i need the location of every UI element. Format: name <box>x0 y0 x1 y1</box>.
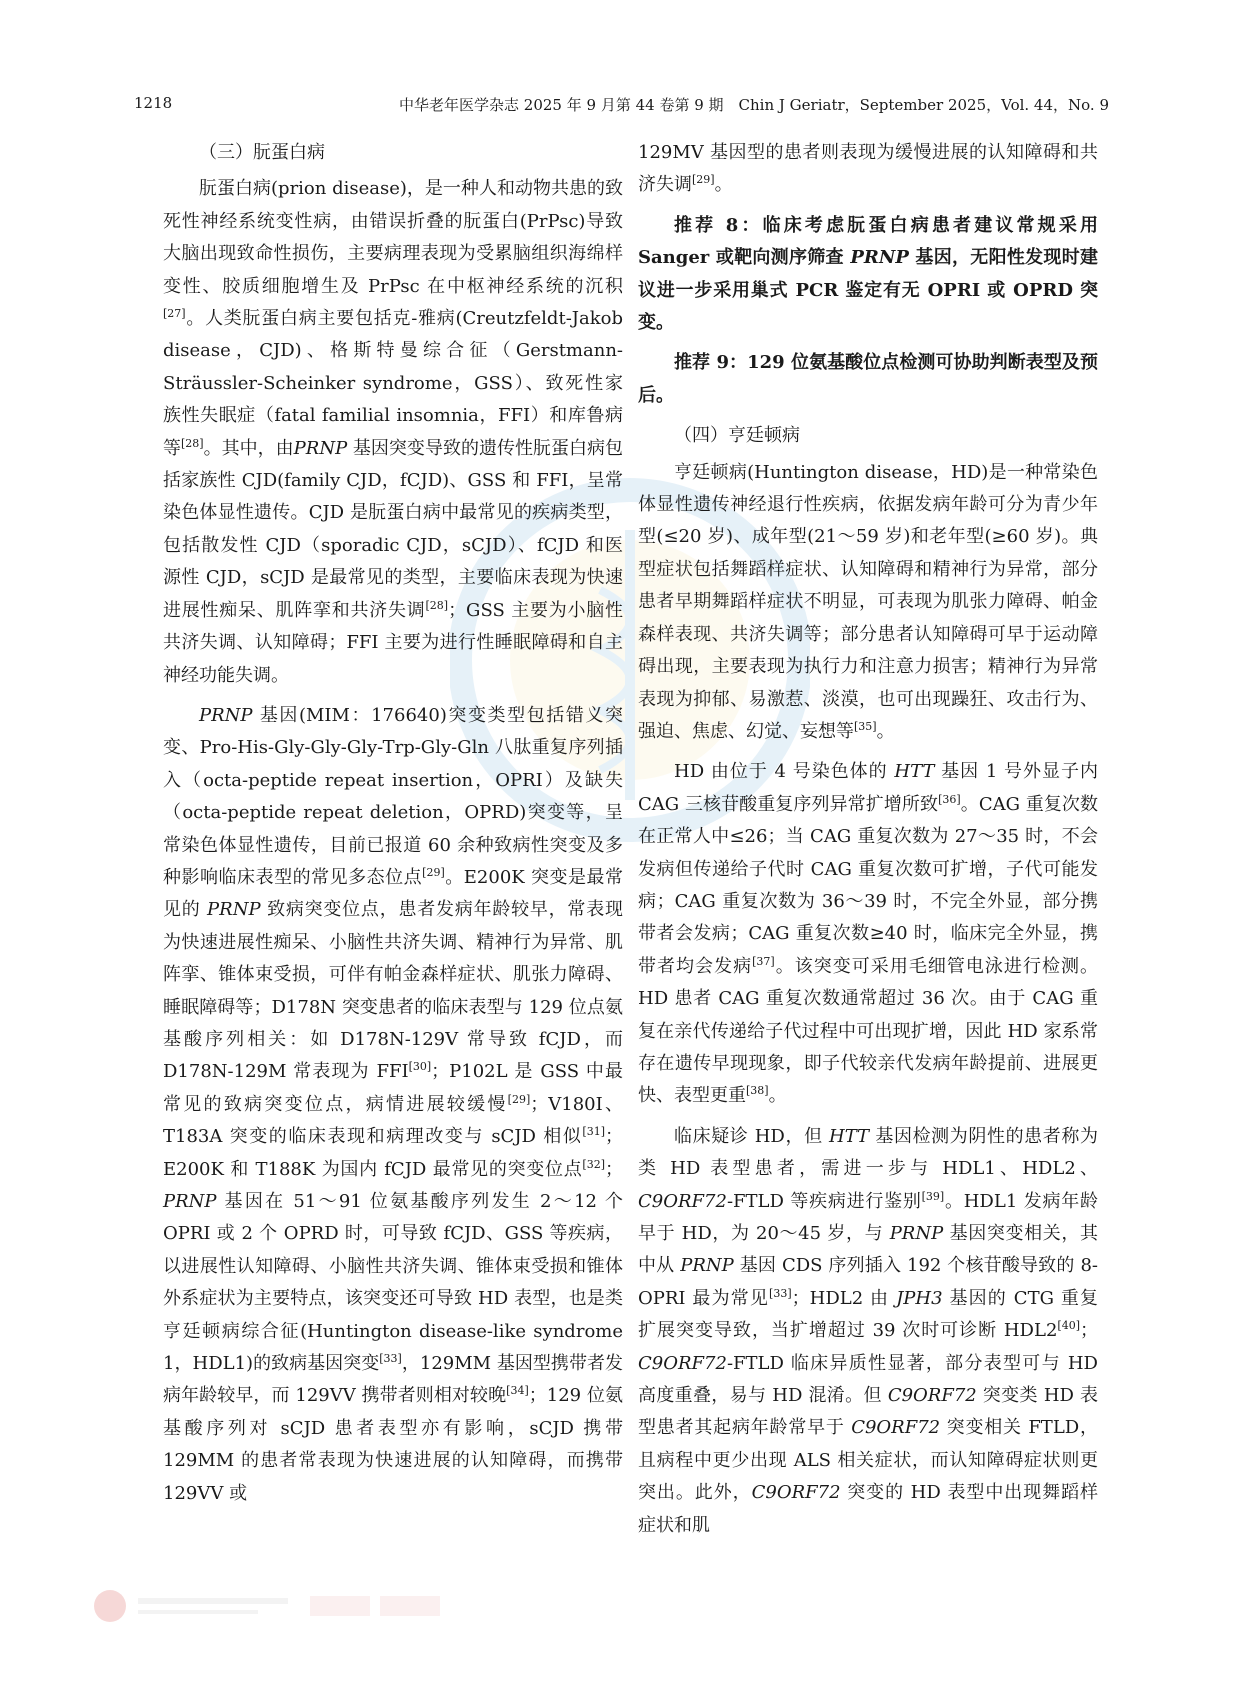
left-column <box>163 137 623 1518</box>
section-heading-prion: （三）朊蛋白病 <box>199 142 325 163</box>
recommendation-9: 推荐 9：129 位氨基酸位点检测可协助判断表型及预后。 <box>638 352 1098 406</box>
watermark-footer <box>90 1586 450 1626</box>
section-heading-huntington: （四）亨廷顿病 <box>674 425 800 447</box>
paragraph: HD 由位于 4 号染色体的 HTT 基因 1 号外显子内 CAG 三核苷酸重复序列异常扩增所致[36]。CAG 重复次数在正常人中≤26；当 CAG 重复次数为 27～35 时，不会发病但传递给子代时 CAG 重复次数可扩增，子代可能发病；CAG 重复次数为 36～39 时，不完全外显，部分携带者会发病；CAG 重复次数≥40 时，临床完全外显，携带者均会发病[37]。该突变可采用毛细管电泳进行检测。HD 患者 CAG 重复次数通常超过 36 次。由于 CAG 重复在亲代传递给子代过程中可出现扩增，因此 HD 家系常存在遗传早现现象，即子代较亲代发病年龄提前、进展更快、表型更重[38]。 <box>638 761 1099 1107</box>
running-head: 中华老年医学杂志 2025 年 9 月第 44 卷第 9 期 Chin J Geriatr，September 2025，Vol. 44，No. 9 <box>399 96 1109 114</box>
right-column <box>638 137 1098 1550</box>
paragraph: PRNP 基因(MIM：176640)突变类型包括错义突变、Pro-His-Gly-Gly-Gly-Trp-Gly-Gln 八肽重复序列插入（octa-peptide repeat insertion，OPRI）及缺失（octa-peptide repeat deletion，OPRD)突变等，呈常染色体显性遗传，目前已报道 60 余种致病性突变及多种影响临床表型的常见多态位点[29]。E200K 突变是最常见的 PRNP 致病突变位点，患者发病年龄较早，常表现为快速进展性痴呆、小脑性共济失调、精神行为异常、肌阵挛、锥体束受损，可伴有帕金森样症状、肌张力障碍、睡眠障碍等；D178N 突变患者的临床表型与 129 位点氨基酸序列相关：如 D178N-129V 常导致 fCJD，而 D178N-129M 常表现为 FFI[30]；P102L 是 GSS 中最常见的致病突变位点，病情进展较缓慢[29]；V180I、T183A 突变的临床表现和病理改变与 sCJD 相似[31]；E200K 和 T188K 为国内 fCJD 最常见的突变位点[32]；PRNP 基因在 51～91 位氨基酸序列发生 2～12 个 OPRI 或 2 个 OPRD 时，可导致 fCJD、GSS 等疾病，以进展性认知障碍、小脑性共济失调、锥体束受损和锥体外系症状为主要特点，该突变还可导致 HD 表型，也是类亨廷顿病综合征(Huntington disease-like syndrome 1，HDL1)的致病基因突变[33]，129MM 基因型携带者发病年龄较早，而 129VV 携带者则相对较晚[34]；129 位氨基酸序列对 sCJD 患者表型亦有影响，sCJD 携带 129MM 的患者常表现为快速进展的认知障碍，而携带 129VV 或 <box>163 704 624 1504</box>
paragraph: 亨廷顿病(Huntington disease，HD)是一种常染色体显性遗传神经退行性疾病，依据发病年龄可分为青少年型(≤20 岁)、成年型(21～59 岁)和老年型(≥60 岁)。典型症状包括舞蹈样症状、认知障碍和精神行为异常，部分患者早期舞蹈样症状不明显，可表现为肌张力障碍、帕金森样表现、共济失调等；部分患者认知障碍可早于运动障碍出现，主要表现为执行力和注意力损害；精神行为异常表现为抑郁、易激惹、淡漠，也可出现躁狂、攻击行为、强迫、焦虑、幻觉、妄想等[35]。 <box>638 461 1098 742</box>
paragraph: 朊蛋白病(prion disease)，是一种人和动物共患的致死性神经系统变性病，由错误折叠的朊蛋白(PrPsc)导致大脑出现致命性损伤，主要病理表现为受累脑组织海绵样变性、胶质细胞增生及 PrPsc 在中枢神经系统的沉积[27]。人类朊蛋白病主要包括克-雅病(Creutzfeldt-Jakob disease，CJD)、格斯特曼综合征（Gerstmann-Sträussler-Scheinker syndrome，GSS）、致死性家族性失眠症（fatal familial insomnia，FFI）和库鲁病等[28]。其中，由PRNP 基因突变导致的遗传性朊蛋白病包括家族性 CJD(family CJD，fCJD)、GSS 和 FFI，呈常染色体显性遗传。CJD 是朊蛋白病中最常见的疾病类型，包括散发性 CJD（sporadic CJD，sCJD）、fCJD 和医源性 CJD，sCJD 是最常见的类型，主要临床表现为快速进展性痴呆、肌阵挛和共济失调[28]；GSS 主要为小脑性共济失调、认知障碍；FFI 主要为进行性睡眠障碍和自主神经功能失调。 <box>163 178 624 686</box>
paragraph-continued: 129MV 基因型的患者则表现为缓慢进展的认知障碍和共济失调[29]。 <box>638 142 1098 196</box>
paragraph: 临床疑诊 HD，但 HTT 基因检测为阴性的患者称为类 HD 表型患者，需进一步与 HDL1、HDL2、C9ORF72-FTLD 等疾病进行鉴别[39]。HDL1 发病年龄早于 HD，为 20～45 岁，与 PRNP 基因突变相关，其中从 PRNP 基因 CDS 序列插入 192 个核苷酸导致的 8-OPRI 最为常见[33]；HDL2 由 JPH3 基因的 CTG 重复扩展突变导致，当扩增超过 39 次时可诊断 HDL2[40]；C9ORF72-FTLD 临床异质性显著，部分表型可与 HD 高度重叠，易与 HD 混淆。但 C9ORF72 突变类 HD 表型患者其起病年龄常早于 C9ORF72 突变相关 FTLD，且病程中更少出现 ALS 相关症状，而认知障碍症状则更突出。此外，C9ORF72 突变的 HD 表型中出现舞蹈样症状和肌 <box>638 1125 1099 1536</box>
recommendation-8: 推荐 8：临床考虑朊蛋白病患者建议常规采用 Sanger 或靶向测序筛查 PRNP 基因，无阳性发现时建议进一步采用巢式 PCR 鉴定有无 OPRI 或 OPRD 突变。 <box>638 214 1099 334</box>
page-number: 1218 <box>134 94 173 112</box>
